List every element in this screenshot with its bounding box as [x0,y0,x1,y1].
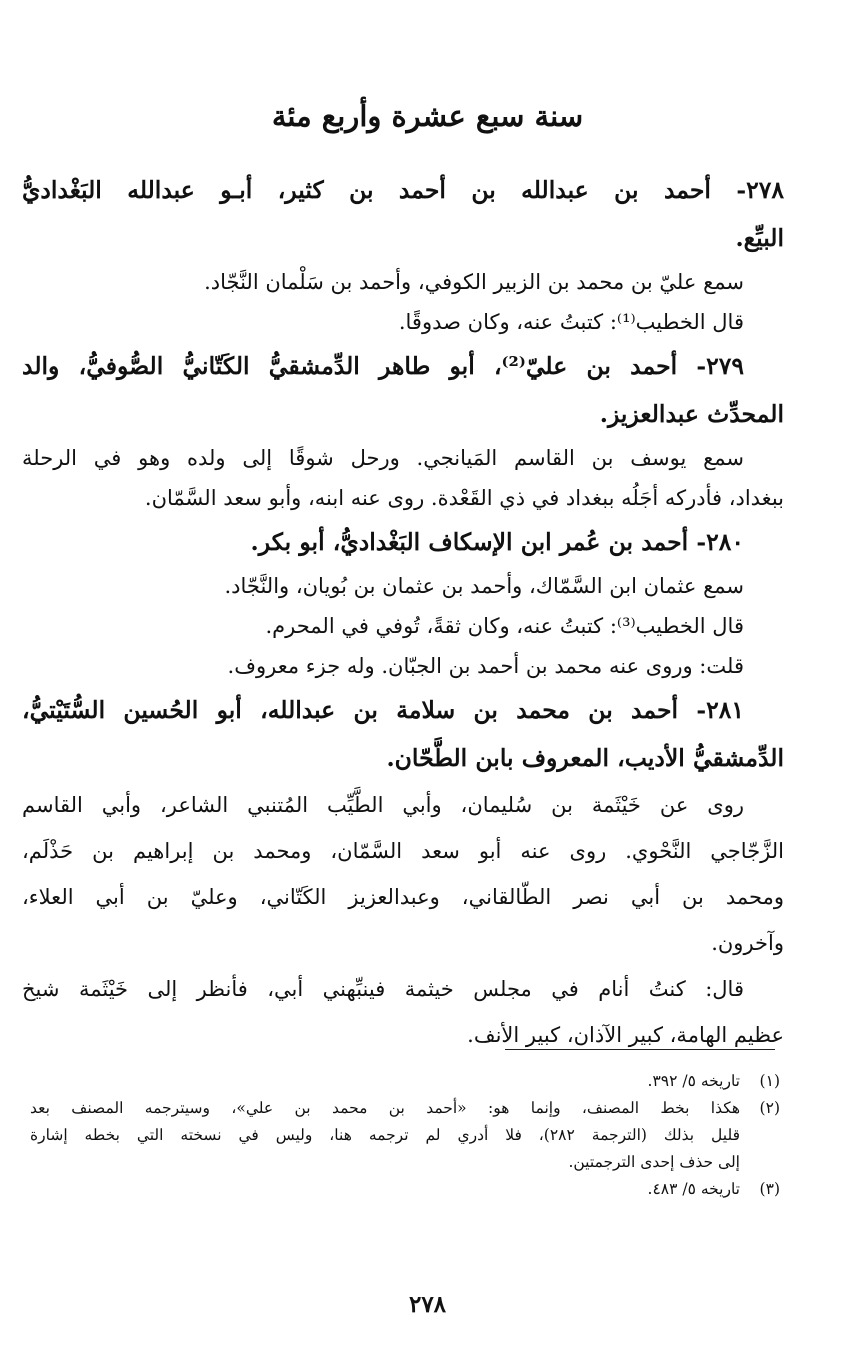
body-text-line: ومحمد بن أبي نصر الطّالقاني، وعبدالعزيز الكَتّاني، وعليّ بن أبي العلاء، [22,885,784,909]
footnote-text [30,1176,740,1203]
footnote [30,1068,780,1095]
entry-heading-line: البيِّع. [735,224,784,252]
page-title: سنة سبع عشرة وأربع مئة [271,99,584,133]
footnote [30,1176,780,1203]
footnote-number: (٢) [759,1099,780,1117]
body-text-line: سمع عثمان ابن السَّمّاك، وأحمد بن عثمان بن بُويان، والنَّجّاد. [224,574,744,598]
footnote-line: هكذا بخط المصنف، وإنما هو: «أحمد بن محمد بن علي»، وسيترجمه المصنف بعد [30,1099,740,1117]
body-text-line: قال الخطيب⁽³⁾: كتبتُ عنه، وكان ثقةً، تُوفي في المحرم. [265,614,744,638]
body-text-line: روى عن خَيْثَمة بن سُليمان، وأبي الطَّيِّب المُتنبي الشاعر، وأبي القاسم [22,793,744,817]
footnote-line: قليل بذلك (الترجمة ٢٨٢)، فلا أدري لم ترجمه هنا، وليس في نسخته التي بخطه إشارة [30,1126,740,1144]
body-text-line: عظيم الهامة، كبير الآذان، كبير الأنف. [467,1023,784,1047]
main-text [22,166,784,1058]
body-text-line: قال الخطيب⁽¹⁾: كتبتُ عنه، وكان صدوقًا. [398,310,744,334]
entry-heading-line: الدِّمشقيُّ الأديب، المعروف بابن الطَّحّان. [386,744,784,772]
footnote-text [30,1068,740,1095]
entry-heading-line: ٢٨١- أحمد بن محمد بن سلامة بن عبدالله، أبو الحُسين السُّتَيْتيُّ، [22,696,744,724]
footnote [30,1095,780,1176]
footnote-line: تاريخه ٥/ ٣٩٢. [647,1072,740,1090]
entry-heading-line: ٢٧٩- أحمد بن عليّ⁽²⁾، أبو طاهر الدِّمشقيُّ الكَتّانيُّ الصُّوفيُّ، والد [22,352,744,380]
entry-heading-line: المحدِّث عبدالعزيز. [599,400,784,428]
body-text-line: قلت: وروى عنه محمد بن أحمد بن الجبّان. وله جزء معروف. [227,654,744,678]
footnote-text [30,1095,740,1176]
page-number: ٢٧٨ [408,1291,447,1318]
body-text-line: ببغداد، فأدركه أجَلُه ببغداد في ذي القَعْدة. روى عنه ابنه، وأبو سعد السَّمّان. [144,486,784,510]
footnote-line: إلى حذف إحدى الترجمتين. [568,1153,740,1171]
entry-heading-line: ٢٧٨- أحمد بن عبدالله بن أحمد بن كثير، أبـو عبدالله البَغْداديُّ [22,176,784,204]
footnote-line: تاريخه ٥/ ٤٨٣. [647,1180,740,1198]
footnote-number: (٣) [759,1180,780,1198]
body-text-line: سمع يوسف بن القاسم المَيانجي. ورحل شوقًا إلى ولده وهو في الرحلة [22,446,744,470]
body-text-line: قال: كنتُ أنام في مجلس خيثمة فينبِّهني أبي، فأنظر إلى خَيْثَمة شيخ [22,977,744,1001]
footnote-number: (١) [759,1072,780,1090]
body-text-line: وآخرون. [711,931,784,955]
footnote-divider [505,1049,775,1050]
body-text-line: الزَّجّاجي النَّحْوي. روى عنه أبو سعد السَّمّان، ومحمد بن إبراهيم بن حَذْلَم، [22,839,784,863]
entry-heading-line: ٢٨٠- أحمد بن عُمر ابن الإسكاف البَغْداديُّ، أبو بكر. [250,528,744,556]
body-text-line: سمع عليّ بن محمد بن الزبير الكوفي، وأحمد بن سَلْمان النَّجّاد. [204,270,744,294]
footnotes [30,1068,780,1203]
